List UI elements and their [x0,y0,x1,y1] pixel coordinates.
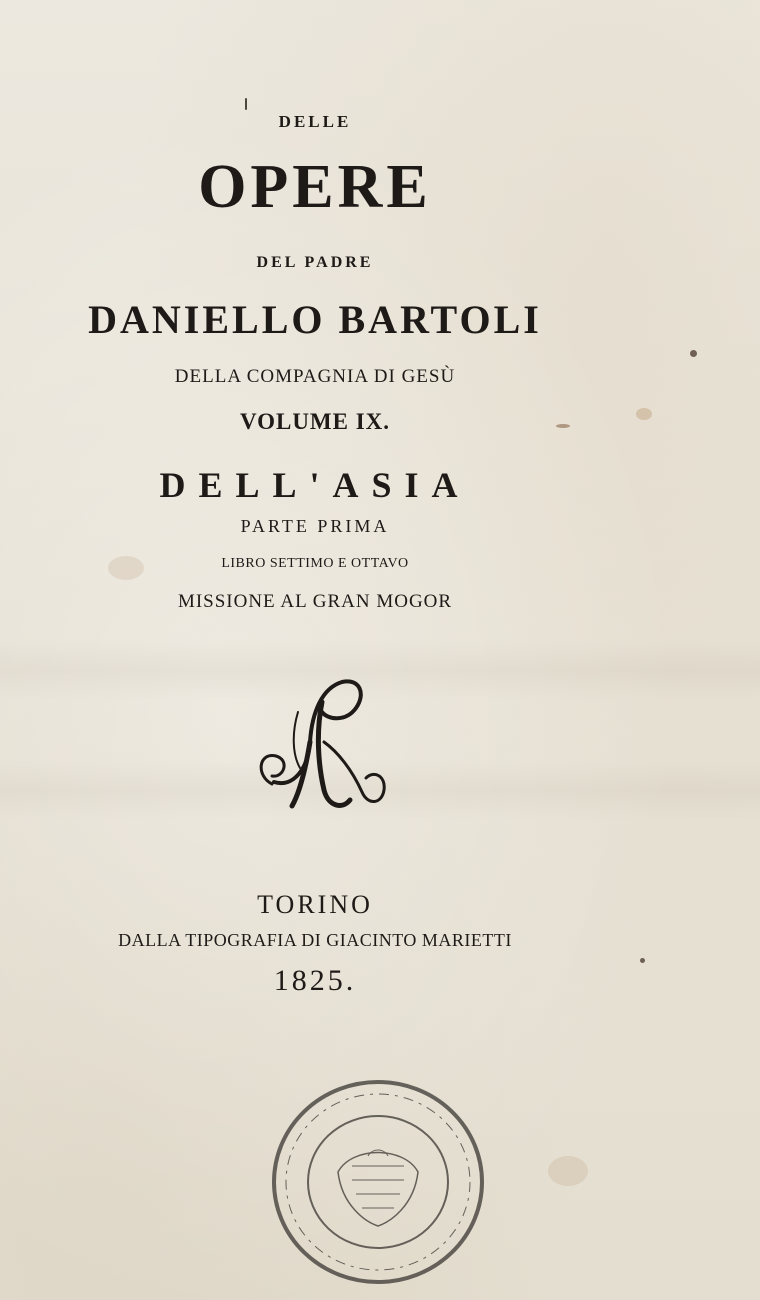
library-stamp-icon [268,1076,488,1288]
author-name: DANIELLO BARTOLI [88,297,542,342]
subtitle: MISSIONE AL GRAN MOGOR [177,591,453,612]
author-order: DELLA COMPAGNIA DI GESÙ [174,366,456,387]
imprint-publisher: DALLA TIPOGRAFIA DI GIACINTO MARIETTI [118,930,512,950]
ink-mark [245,98,247,110]
books-label: LIBRO SETTIMO E OTTAVO [221,556,409,571]
volume-number: VOLUME IX. [239,409,391,434]
foxing-spot [548,1156,588,1186]
publisher-monogram-icon [250,672,390,814]
title-del-padre: DEL PADRE [256,254,374,271]
foxing-spot [690,350,697,357]
foxing-spot [636,408,652,420]
foxing-spot [640,958,645,963]
work-title: DELL'ASIA [159,465,471,505]
part-label: PARTE PRIMA [240,516,390,536]
title-opere: OPERE [198,153,432,221]
title-delle: DELLE [278,112,352,131]
imprint-year: 1825. [273,964,357,997]
imprint-city: TORINO [257,890,373,919]
